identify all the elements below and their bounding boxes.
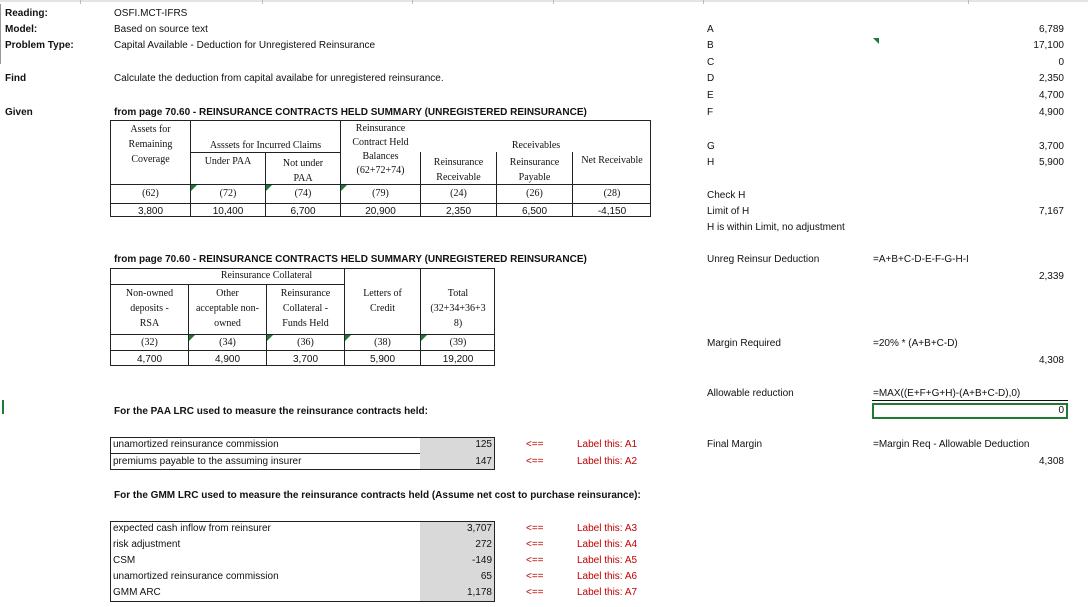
- gmm-row-value[interactable]: -149: [471, 555, 492, 566]
- label-note[interactable]: Label this: A2: [577, 456, 638, 467]
- find-value[interactable]: Calculate the deduction from capital availabe for unregistered reinsurance.: [114, 73, 444, 84]
- comment-indicator: [345, 335, 351, 341]
- reading-value[interactable]: OSFI.MCT-IFRS: [114, 8, 188, 19]
- t2-value-cell[interactable]: 5,900: [369, 354, 396, 365]
- header-reinsurance-collateral[interactable]: Reinsurance Collateral: [220, 270, 313, 281]
- header-letters-of-credit[interactable]: Letters of Credit: [363, 288, 402, 314]
- gmm-row-value[interactable]: 1,178: [466, 587, 492, 598]
- unreg-deduction-value[interactable]: 2,339: [1038, 271, 1064, 282]
- header-reinsurance-payable[interactable]: Reinsurance Payable: [509, 157, 560, 183]
- header-receivables[interactable]: Receivables: [511, 140, 561, 151]
- comment-indicator: [191, 185, 197, 191]
- label-note[interactable]: Label this: A6: [577, 571, 638, 582]
- header-contract-held-balances[interactable]: Reinsurance Contract Held Balances (62+72+74): [352, 123, 409, 176]
- letter-value[interactable]: 4,700: [1038, 90, 1064, 101]
- t2-code-cell[interactable]: (39): [449, 337, 467, 348]
- header-nonowned-deposits[interactable]: Non-owned deposits - RSA: [125, 288, 174, 329]
- t1-code-cell[interactable]: (24): [450, 188, 467, 199]
- table2-caption[interactable]: from page 70.60 - REINSURANCE CONTRACTS HELD SUMMARY (UNREGISTERED REINSURANCE): [114, 254, 587, 265]
- active-row-marker: [2, 400, 4, 414]
- letter-cell[interactable]: C: [707, 57, 715, 68]
- label-note[interactable]: Label this: A3: [577, 523, 638, 534]
- letter-cell[interactable]: G: [707, 141, 715, 152]
- letter-value[interactable]: 5,900: [1038, 157, 1064, 168]
- t1-divider: [190, 152, 340, 153]
- final-margin-formula[interactable]: =Margin Req - Allowable Deduction: [873, 439, 1030, 450]
- letter-cell[interactable]: D: [707, 73, 715, 84]
- header-not-under-paa[interactable]: Not under PAA: [282, 158, 324, 184]
- t1-value-cell[interactable]: 2,350: [445, 206, 472, 217]
- allowable-reduction-label[interactable]: Allowable reduction: [707, 388, 794, 399]
- paa-row-label[interactable]: premiums payable to the assuming insurer: [113, 456, 302, 467]
- header-funds-held[interactable]: Reinsurance Collateral - Funds Held: [280, 288, 331, 329]
- final-margin-value[interactable]: 4,308: [1038, 456, 1064, 467]
- given-label[interactable]: Given: [5, 107, 33, 118]
- label-note[interactable]: Label this: A4: [577, 539, 638, 550]
- row-header-edge: [0, 4, 1, 64]
- t2-divider: [110, 350, 495, 351]
- letter-cell[interactable]: F: [707, 107, 714, 118]
- letter-cell[interactable]: A: [707, 24, 714, 35]
- arrow-marker: <==: [526, 555, 544, 566]
- gmm-row-label[interactable]: risk adjustment: [113, 539, 181, 550]
- comment-indicator: [267, 335, 273, 341]
- t2-value-cell[interactable]: 19,200: [442, 354, 474, 365]
- unreg-deduction-label[interactable]: Unreg Reinsur Deduction: [707, 254, 820, 265]
- limit-h-label[interactable]: Limit of H: [707, 206, 750, 217]
- letter-cell[interactable]: H: [707, 157, 715, 168]
- formula-underline: [872, 400, 1068, 401]
- header-total[interactable]: Total (32+34+36+3 8): [430, 288, 486, 329]
- letter-cell[interactable]: B: [707, 40, 714, 51]
- t1-divider: [110, 203, 651, 204]
- header-net-receivable[interactable]: Net Receivable: [581, 155, 643, 166]
- model-label[interactable]: Model:: [5, 24, 38, 35]
- model-value[interactable]: Based on source text: [114, 24, 208, 35]
- comment-indicator: [341, 185, 347, 191]
- t2-code-cell[interactable]: (38): [374, 337, 391, 348]
- t2-value-cell[interactable]: 4,700: [136, 354, 163, 365]
- problem-type-value[interactable]: Capital Available - Deduction for Unregistered Reinsurance: [114, 40, 376, 51]
- arrow-marker: <==: [526, 571, 544, 582]
- t2-code-cell[interactable]: (34): [219, 337, 236, 348]
- header-assets-remaining-coverage[interactable]: Assets for Remaining Coverage: [128, 124, 173, 165]
- t2-value-cell[interactable]: 4,900: [214, 354, 241, 365]
- column-tick: [968, 0, 969, 4]
- comment-indicator: [873, 38, 879, 50]
- t1-value-cell[interactable]: 10,400: [212, 206, 244, 217]
- margin-required-value[interactable]: 4,308: [1038, 355, 1064, 366]
- t1-code-cell[interactable]: (74): [294, 188, 312, 199]
- t1-code-cell[interactable]: (28): [603, 188, 621, 199]
- gmm-row-label[interactable]: CSM: [113, 555, 136, 566]
- column-tick: [703, 0, 704, 4]
- column-tick: [553, 0, 554, 4]
- label-note[interactable]: Label this: A7: [577, 587, 638, 598]
- header-under-paa[interactable]: Under PAA: [204, 156, 252, 167]
- paa-row-value[interactable]: 125: [475, 439, 492, 450]
- sheet-top-edge: [0, 0, 1088, 2]
- label-note[interactable]: Label this: A5: [577, 555, 638, 566]
- gmm-row-value[interactable]: 3,707: [466, 523, 492, 534]
- allowable-reduction-value[interactable]: 0: [1058, 405, 1064, 416]
- letter-value[interactable]: 2,350: [1038, 73, 1064, 84]
- t1-code-cell[interactable]: (79): [372, 188, 389, 199]
- arrow-marker: <==: [526, 539, 544, 550]
- margin-required-label[interactable]: Margin Required: [707, 338, 781, 349]
- gmm-caption[interactable]: For the GMM LRC used to measure the reinsurance contracts held (Assume net cost to purchase reinsurance):: [114, 490, 641, 501]
- paa-row-label[interactable]: unamortized reinsurance commission: [113, 439, 279, 450]
- gmm-row-label[interactable]: unamortized reinsurance commission: [113, 571, 279, 582]
- gmm-row-value[interactable]: 65: [480, 571, 492, 582]
- t1-value-cell[interactable]: 6,500: [521, 206, 548, 217]
- t2-divider: [110, 334, 495, 335]
- t1-value-cell[interactable]: -4,150: [597, 206, 627, 217]
- unreg-deduction-formula[interactable]: =A+B+C-D-E-F-G-H-I: [873, 254, 969, 265]
- find-label[interactable]: Find: [5, 73, 27, 84]
- reading-label[interactable]: Reading:: [5, 8, 48, 19]
- t1-value-cell[interactable]: 6,700: [290, 206, 316, 217]
- paa-caption[interactable]: For the PAA LRC used to measure the reinsurance contracts held:: [114, 406, 428, 417]
- table1-caption[interactable]: from page 70.60 - REINSURANCE CONTRACTS HELD SUMMARY (UNREGISTERED REINSURANCE): [114, 107, 587, 118]
- arrow-marker: <==: [526, 456, 544, 467]
- header-incurred-claims[interactable]: Asssets for Incurred Claims: [209, 140, 322, 151]
- t1-value-cell[interactable]: 3,800: [137, 206, 164, 217]
- t2-code-cell[interactable]: (36): [297, 337, 314, 348]
- limit-h-value[interactable]: 7,167: [1038, 206, 1064, 217]
- header-reinsurance-receivable[interactable]: Reinsurance Receivable: [433, 157, 484, 183]
- letter-value[interactable]: 0: [1058, 57, 1064, 68]
- t1-code-cell[interactable]: (26): [526, 188, 543, 199]
- header-other-acceptable[interactable]: Other acceptable non- owned: [195, 288, 260, 329]
- letter-cell[interactable]: E: [707, 90, 714, 101]
- t1-value-cell[interactable]: 20,900: [365, 206, 396, 217]
- paa-row-value[interactable]: 147: [475, 456, 492, 467]
- within-limit-text[interactable]: H is within Limit, no adjustment: [707, 222, 845, 233]
- column-tick: [412, 0, 413, 4]
- t2-divider: [110, 284, 345, 285]
- comment-indicator: [266, 185, 272, 191]
- letter-value[interactable]: 3,700: [1038, 141, 1064, 152]
- t1-code-cell[interactable]: (62): [142, 188, 159, 199]
- arrow-marker: <==: [526, 439, 544, 450]
- t2-code-cell[interactable]: (32): [141, 337, 158, 348]
- letter-value[interactable]: 4,900: [1038, 107, 1064, 118]
- letter-value[interactable]: 17,100: [1033, 40, 1064, 51]
- comment-indicator: [421, 335, 427, 341]
- final-margin-label[interactable]: Final Margin: [707, 439, 763, 450]
- check-h-label[interactable]: Check H: [707, 190, 746, 201]
- gmm-row-label[interactable]: expected cash inflow from reinsurer: [113, 523, 271, 534]
- margin-required-formula[interactable]: =20% * (A+B+C-D): [873, 338, 958, 349]
- arrow-marker: <==: [526, 523, 544, 534]
- problem-type-label[interactable]: Problem Type:: [5, 40, 74, 51]
- t2-value-cell[interactable]: 3,700: [292, 354, 319, 365]
- letter-value[interactable]: 6,789: [1038, 24, 1064, 35]
- t2-divider: [344, 268, 345, 366]
- comment-indicator: [189, 335, 195, 341]
- arrow-marker: <==: [526, 587, 544, 598]
- gmm-row-value[interactable]: 272: [475, 539, 492, 550]
- gmm-row-label[interactable]: GMM ARC: [113, 587, 161, 598]
- label-note[interactable]: Label this: A1: [577, 439, 638, 450]
- allowable-reduction-formula[interactable]: =MAX((E+F+G+H)-(A+B+C-D),0): [873, 388, 1021, 399]
- column-tick: [262, 0, 263, 4]
- t1-code-cell[interactable]: (72): [219, 188, 237, 199]
- column-tick: [80, 0, 81, 4]
